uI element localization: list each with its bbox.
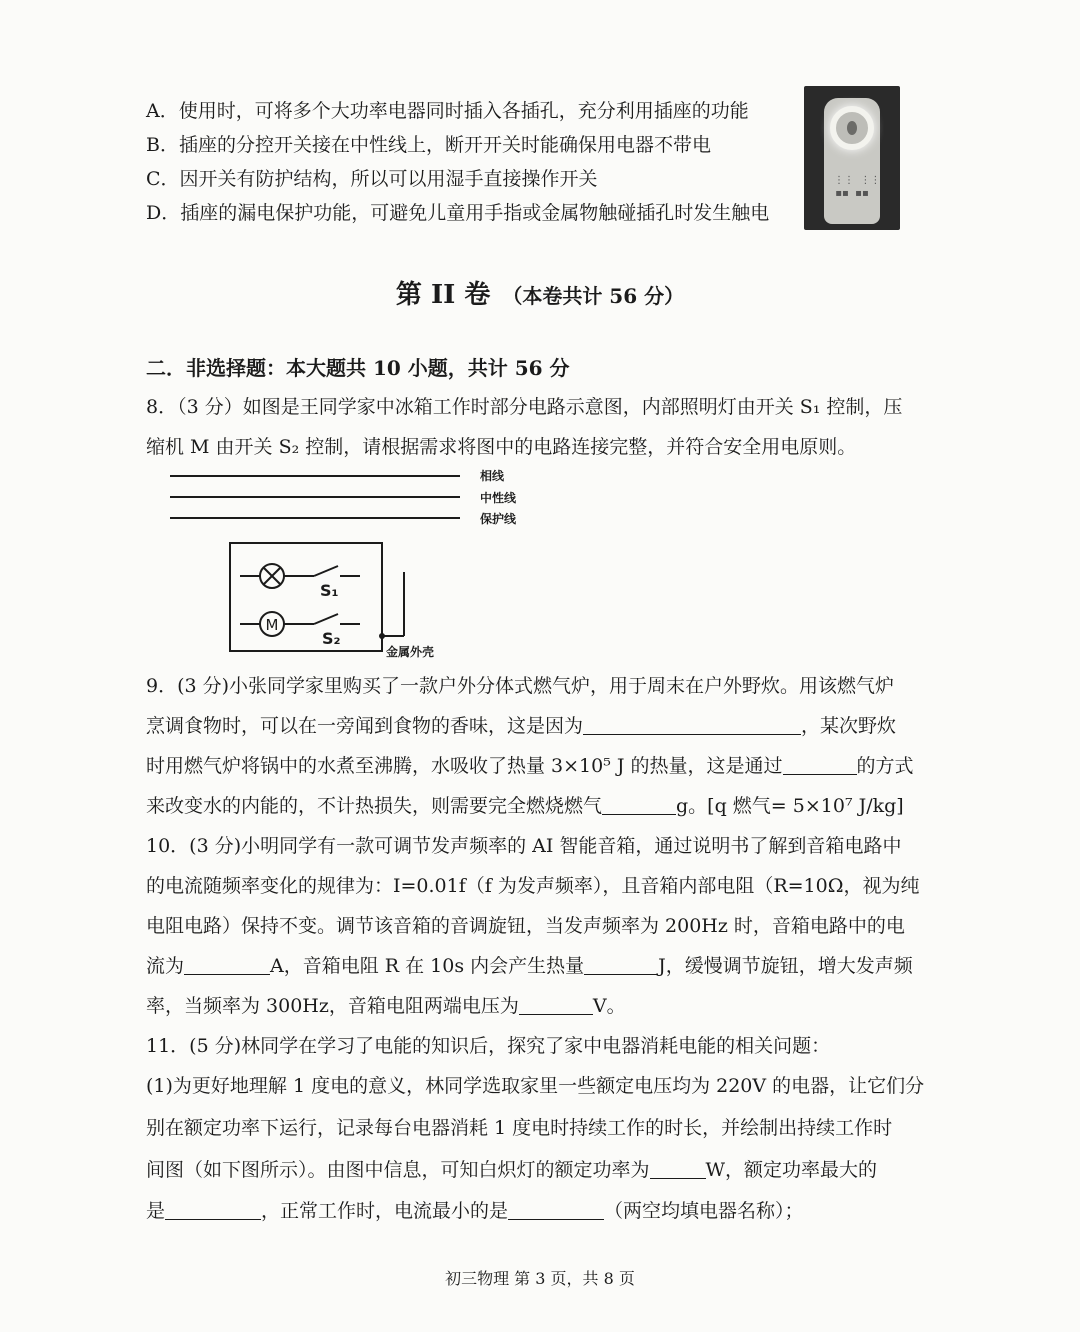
q10-line2: 的电流随频率变化的规律为：I=0.01f（f 为发声频率），且音箱内部电阻（R=10Ω，视为纯 <box>146 875 920 897</box>
q8-line2: 缩机 M 由开关 S₂ 控制，请根据需求将图中的电路连接完整，并符合安全用电原则。 <box>146 436 857 458</box>
q9-line4: 来改变水的内能的，不计热损失，则需要完全燃烧燃气 g。[q 燃气= 5×10⁷ J/kg] <box>146 795 904 817</box>
outlet-holes: ⋮⋮ ⋮⋮ ▪▪ ▪▪ <box>834 175 881 199</box>
answer-blank[interactable] <box>165 1201 261 1220</box>
option-c: C．因开关有防护结构，所以可以用湿手直接操作开关 <box>146 168 598 190</box>
q11-line4: 间图（如下图所示）。由图中信息，可知白炽灯的额定功率为 W，额定功率最大的 <box>146 1159 878 1181</box>
switch-s2 <box>314 614 338 624</box>
option-b: B．插座的分控开关接在中性线上，断开开关时能确保用电器不带电 <box>146 134 711 156</box>
q10-line3: 电阻电路）保持不变。调节该音箱的音调旋钮，当发声频率为 200Hz 时，音箱电路中的电 <box>146 915 905 937</box>
answer-blank[interactable] <box>783 756 857 775</box>
night-light-ring <box>830 106 874 150</box>
q11-line1: 11．(5 分)林同学在学习了电能的知识后，探究了家中电器消耗电能的相关问题： <box>146 1035 831 1057</box>
answer-blank[interactable] <box>519 996 593 1015</box>
ground-label: 保护线 <box>480 512 517 526</box>
q10-line4: 流为 A，音箱电阻 R 在 10s 内会产生热量 J，缓慢调节旋钮，增大发声频 <box>146 955 913 977</box>
shell-terminal <box>379 633 385 639</box>
q11-line3: 别在额定功率下运行，记录每台电器消耗 1 度电时持续工作的时长，并绘制出持续工作时 <box>146 1117 893 1139</box>
motor-label: M <box>265 616 279 634</box>
page-footer: 初三物理 第 3 页，共 8 页 <box>445 1269 635 1288</box>
answer-blank[interactable] <box>584 956 658 975</box>
q10-line5: 率，当频率为 300Hz，音箱电阻两端电压为 V。 <box>146 995 626 1017</box>
q9-line1: 9．(3 分)小张同学家里购买了一款户外分体式燃气炉，用于周末在户外野炊。用该燃气炉 <box>146 675 895 697</box>
answer-blank[interactable] <box>602 796 676 815</box>
neutral-label: 中性线 <box>480 491 517 505</box>
q11-line2: (1)为更好地理解 1 度电的意义，林同学选取家里一些额定电压均为 220V 的电器，让它们分 <box>146 1075 925 1097</box>
part2-title: 第 II 卷 <box>395 280 491 310</box>
q9-line3: 时用燃气炉将锅中的水煮至沸腾，水吸收了热量 3×10⁵ J 的热量，这是通过 的方式 <box>146 755 914 777</box>
option-d: D．插座的漏电保护功能，可避免儿童用手指或金属物触碰插孔时发生触电 <box>146 202 770 224</box>
shell-label: 金属外壳 <box>386 645 435 659</box>
part2-subtitle: （本卷共计 56 分） <box>502 284 685 308</box>
s1-label: S₁ <box>320 581 339 600</box>
answer-blank[interactable] <box>650 1160 706 1179</box>
q9-line2: 烹调食物时，可以在一旁闻到食物的香味，这是因为 ，某次野炊 <box>146 715 897 737</box>
socket-photo <box>804 86 900 230</box>
part2-heading <box>0 274 1080 311</box>
switch-s1 <box>314 566 338 576</box>
q8-line1: 8．（3 分）如图是王同学家中冰箱工作时部分电路示意图，内部照明灯由开关 S₁ 控制，压 <box>146 396 903 418</box>
answer-blank[interactable] <box>508 1201 604 1220</box>
s2-label: S₂ <box>322 629 341 648</box>
option-a: A．使用时，可将多个大功率电器同时插入各插孔，充分利用插座的功能 <box>146 100 749 122</box>
answer-blank[interactable] <box>184 956 270 975</box>
live-label: 相线 <box>480 469 505 483</box>
answer-blank[interactable] <box>583 716 801 735</box>
q10-line1: 10．(3 分)小明同学有一款可调节发声频率的 AI 智能音箱，通过说明书了解到音箱电路中 <box>146 835 902 857</box>
fridge-box <box>230 543 382 651</box>
section2-title: 二．非选择题：本大题共 10 小题，共计 56 分 <box>146 356 570 380</box>
q11-line5: 是 ，正常工作时，电流最小的是 （两空均填电器名称）； <box>146 1200 804 1222</box>
circuit-diagram <box>160 462 460 662</box>
